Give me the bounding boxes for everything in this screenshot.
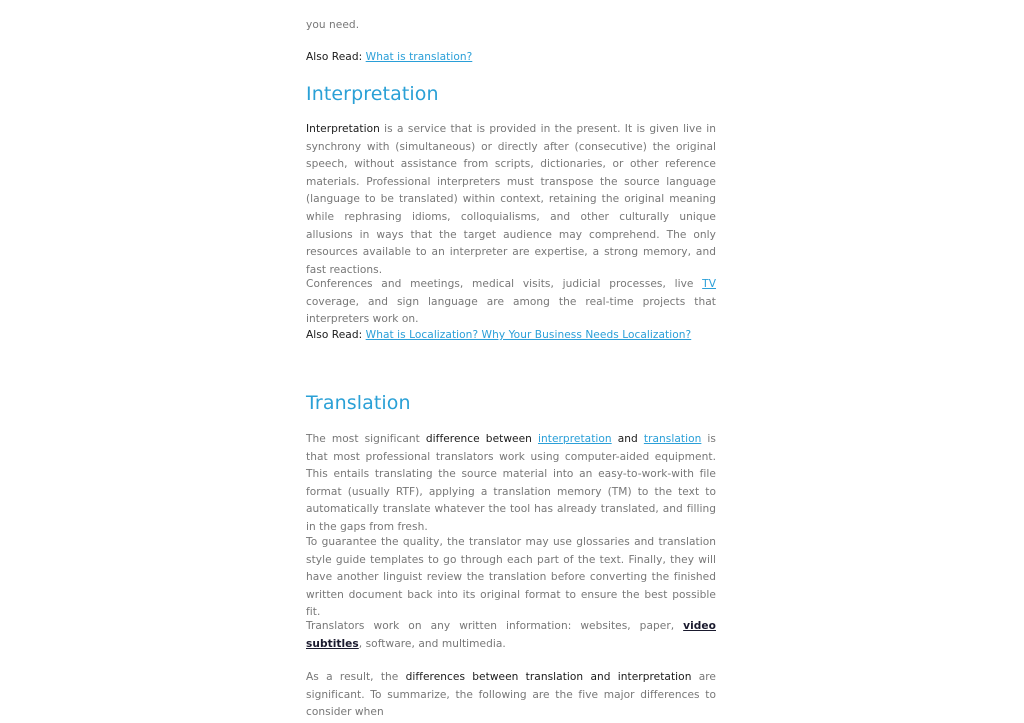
- video-subtitles-link[interactable]: video subtitles: [306, 620, 716, 650]
- also-read-link-translation[interactable]: What is translation?: [365, 51, 473, 63]
- translation-paragraph-1: The most significant difference between interpretation and translation is that most professional translators work using computer-aided equipment. This entails translating the source material into an easy-to-work-with file format (usually RTF), applying a translation memory (TM) to the text to automatically translate whatever the tool has already translated, and filling in the gaps from fresh.: [306, 433, 716, 533]
- intro-tail-text: you need.: [306, 19, 360, 31]
- translation-paragraph-2: To guarantee the quality, the translator may use glossaries and translation style guide templates to go through each part of the text. Finally, they will have another linguist review the translation before converting the finished written document back into its original format to ensure the best possible fit.: [306, 536, 716, 619]
- also-read-label: Also Read:: [306, 329, 363, 341]
- also-read-2: [306, 327, 716, 345]
- also-read-1: [306, 49, 716, 67]
- tv-link[interactable]: TV: [702, 278, 716, 290]
- interpretation-paragraph-1: Interpretation is a service that is provided in the present. It is given live in synchrony with (simultaneous) or directly after (consecutive) the original speech, without assistance from scripts, dictionaries, or other reference materials. Professional interpreters must transpose the source language (language to be translated) within context, retaining the original meaning while rephrasing idioms, colloquialisms, and other culturally unique allusions in ways that the target audience may comprehend. The only resources available to an interpreter are expertise, a strong memory, and fast reactions.: [306, 123, 716, 276]
- translation-paragraph-3: Translators work on any written information: websites, paper, video subtitles, software, and multimedia.: [306, 620, 716, 650]
- also-read-label: Also Read:: [306, 51, 363, 63]
- translation-paragraph-4: As a result, the differences between translation and interpretation are significant. To summarize, the following are the five major differences to consider when: [306, 671, 716, 719]
- interpretation-link[interactable]: interpretation: [538, 433, 612, 445]
- heading-interpretation: Interpretation: [306, 83, 439, 105]
- interpretation-term: Interpretation: [306, 123, 380, 135]
- and-text: and: [617, 433, 638, 445]
- also-read-link-localization[interactable]: What is Localization? Why Your Business Needs Localization?: [365, 329, 692, 341]
- heading-translation: Translation: [306, 392, 411, 414]
- differences-strong-text: differences between translation and interpretation: [405, 671, 692, 683]
- interpretation-paragraph-2: Conferences and meetings, medical visits, judicial processes, live TV coverage, and sign language are among the real-time projects that interpreters work on.: [306, 278, 716, 326]
- difference-between-text: difference between: [425, 433, 532, 445]
- translation-link[interactable]: translation: [643, 433, 702, 445]
